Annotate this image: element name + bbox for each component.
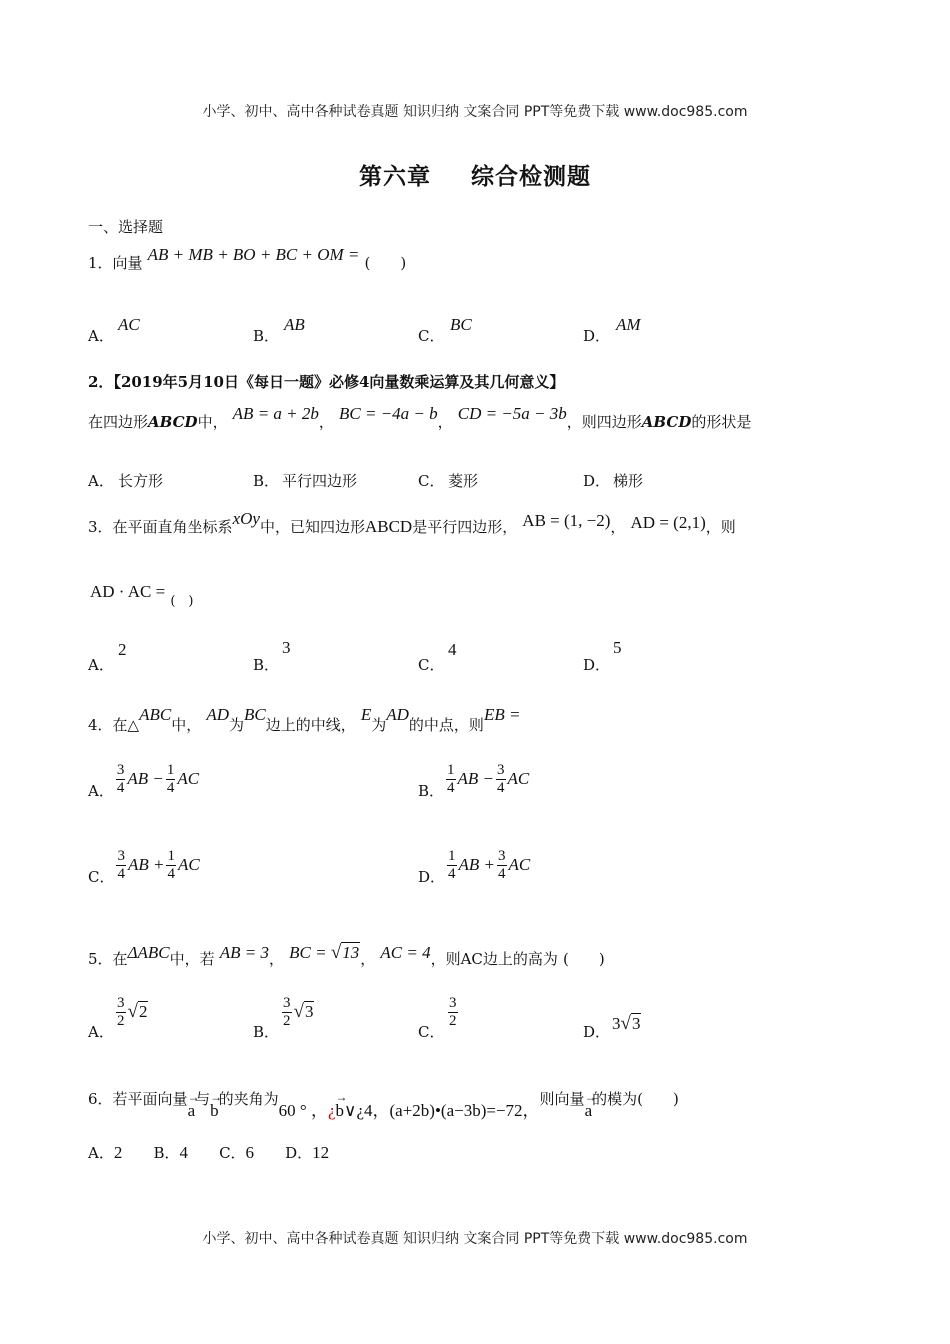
q5-number: 5． [88, 950, 113, 968]
section-heading: 一、选择题 [88, 218, 164, 236]
q5-text-3: ，则AC边上的高为 [430, 950, 558, 968]
q4-e: E [360, 705, 372, 724]
q4-c-frac-1: $\frac{3}{4}$ [117, 848, 125, 882]
q6-cond-1b: ∨¿4 [344, 1101, 373, 1120]
q6-vector-a: → a [188, 1101, 196, 1121]
q4-option-c-label: C． [88, 868, 115, 886]
q3-option-b-label: B． [253, 656, 280, 674]
q1-option-d-label: D． [583, 327, 611, 345]
q4-text-2: 中， [171, 716, 202, 734]
chapter-label: 第六章 [359, 164, 431, 190]
q3-text-b: 中，已知四边形 [259, 518, 365, 536]
q3-text-c: 是平行四边形， [412, 518, 518, 536]
q4-d-frac-2: $\frac{3}{4}$ [498, 848, 506, 882]
q4-text-6: 的中点，则 [408, 716, 484, 734]
q3-options [88, 638, 788, 674]
q1-expression: AB + MB + BO + BC + OM = [147, 245, 360, 264]
q1-option-d-value: AM [616, 315, 641, 334]
q4-a-op: AB − [127, 769, 164, 788]
q4-text-3: 为 [228, 716, 244, 734]
q2-text-c: ，则四边形 [566, 413, 642, 431]
q2-comma-2: ， [437, 413, 453, 431]
q6-number: 6． [88, 1090, 113, 1108]
q4-b-op: AB − [457, 769, 495, 788]
q6-vector-b: → b [210, 1101, 219, 1121]
q6-text-4: 则向量 [539, 1090, 585, 1108]
q5-option-c-label: C． [418, 1023, 445, 1041]
q2-source: 【2019年5月10日《每日一题》必修4向量数乘运算及其几何意义】 [113, 373, 565, 391]
question-3: 3．在平面直角坐标系xOy中，已知四边形ABCD是平行四边形， AB = (1, −2)， AD = (2,1)，则 [88, 509, 736, 536]
q3-text-d: ，则 [705, 518, 736, 536]
q4-a-frac-1: $\frac{3}{4}$ [116, 762, 125, 796]
q4-eb: EB = [483, 705, 521, 724]
q5-option-c-value: $\frac{3}{2}$ [449, 995, 457, 1029]
q1-option-b-label: B． [253, 327, 280, 345]
q4-text-1: 在△ [112, 716, 140, 734]
q5-text-2: 中，若 [169, 950, 215, 968]
q4-c-op: AB + [127, 855, 165, 874]
q3-option-a-label: A． [88, 656, 114, 674]
q6-option-a-value: 2 [113, 1143, 123, 1162]
q4-c-frac-2: $\frac{1}{4}$ [167, 848, 175, 882]
q6-text-3: 的夹角为 [218, 1090, 279, 1108]
q5-option-d-value: 3√3 [612, 1013, 641, 1034]
question-2 [88, 404, 752, 432]
q3-expr-ad: AD = (2,1) [630, 513, 706, 532]
q4-text-4: 边上的中线， [265, 716, 356, 734]
question-4 [88, 705, 521, 735]
q2-option-b-value: 平行四边形 [282, 472, 358, 490]
q1-option-a-value: AC [118, 315, 140, 334]
q5-expr-ac: AC = 4 [380, 943, 431, 962]
q6-cond-1a: ¿ [327, 1101, 336, 1120]
q4-ad: AD [206, 705, 229, 724]
q6-paren: ( ) [637, 1090, 679, 1108]
q4-b-frac-2: $\frac{3}{4}$ [497, 762, 505, 796]
q1-number: 1． [88, 254, 113, 272]
q1-options [88, 315, 788, 345]
q1-paren: ( ) [364, 254, 407, 272]
q3-text-a: 在平面直角坐标系 [112, 518, 233, 536]
q4-d-end: AC [508, 855, 531, 874]
q2-text-b: 中， [197, 413, 228, 431]
q3-option-a-value: 2 [118, 640, 127, 659]
q3-option-c-value: 4 [448, 640, 457, 659]
q5-paren: ( ) [562, 950, 605, 968]
q3-xoy: xOy [232, 509, 260, 528]
q6-option-a-label: A． [88, 1144, 114, 1162]
q2-option-d-label: D． [583, 472, 611, 490]
q6-text-5: 的模为 [592, 1090, 638, 1108]
q6-cond-2: ，(a+2b)•(a−3b)=−72， [372, 1101, 540, 1120]
q5-option-b-label: B． [253, 1023, 280, 1041]
q6-option-b-label: B． [153, 1144, 180, 1162]
q4-option-a-label: A． [88, 782, 114, 800]
q5-options [88, 995, 788, 1045]
q5-option-d-label: D． [583, 1023, 611, 1041]
q6-option-b-value: 4 [179, 1143, 188, 1162]
q2-option-b-label: B． [253, 472, 280, 490]
q2-expr-3: CD = −5a − 3b [457, 404, 567, 423]
q4-c-end: AC [177, 855, 200, 874]
question-1 [88, 245, 407, 273]
title-name: 综合检测题 [471, 164, 591, 190]
q5-option-a-value: $\frac{3}{2}$ √2 [117, 995, 148, 1029]
q6-text-1: 若平面向量 [112, 1090, 188, 1108]
q2-number: 2． [88, 373, 114, 391]
q3-option-d-value: 5 [613, 638, 622, 657]
q4-number: 4． [88, 716, 113, 734]
q4-option-b [418, 762, 530, 800]
q2-abcd-1: ABCD [148, 413, 198, 431]
q6-option-c-label: C． [219, 1144, 246, 1162]
q3-number: 3． [88, 518, 113, 536]
q2-option-c-label: C． [418, 472, 445, 490]
q4-d-op: AB + [458, 855, 496, 874]
q1-option-c-label: C． [418, 327, 445, 345]
q2-text-a: 在四边形 [88, 413, 149, 431]
q6-vector-a-2: → a [585, 1101, 593, 1121]
q5-option-b-value: $\frac{3}{2}$ √3 [283, 995, 314, 1029]
q2-option-c-value: 菱形 [448, 472, 479, 490]
q4-abc: ABC [139, 705, 172, 724]
q3-line-2 [90, 582, 194, 609]
q4-a-end: AC [177, 769, 200, 788]
q4-a-frac-2: $\frac{1}{4}$ [166, 762, 175, 796]
q6-option-d-label: D． [285, 1144, 313, 1162]
q3-expr-dot: AD · AC = [90, 582, 166, 601]
q4-option-d-label: D． [418, 868, 446, 886]
q6-option-c-value: 6 [245, 1143, 255, 1162]
q3-option-d-label: D． [583, 656, 611, 674]
q6-vector-b-2: → b [336, 1101, 345, 1121]
q2-expr-2: BC = −4a − b [339, 404, 438, 423]
q4-option-d [418, 848, 531, 886]
q2-text-d: 的形状是 [691, 413, 752, 431]
page-header: 小学、初中、高中各种试卷真题 知识归纳 文案合同 PPT等免费下载 www.doc985.com [202, 104, 748, 120]
q5-triangle: ΔABC [127, 943, 170, 962]
question-2-source [88, 371, 564, 392]
q5-expr-ab: AB = 3 [219, 943, 270, 962]
q4-b-frac-1: $\frac{1}{4}$ [447, 762, 455, 796]
q3-expr-ab: AB = (1, −2) [522, 511, 611, 530]
q3-paren: ( ) [170, 594, 194, 609]
q6-angle: 60 ° ， [278, 1101, 328, 1120]
q4-b-end: AC [507, 769, 530, 788]
question-5: 5．在ΔABC中，若 AB = 3， BC = √13， AC = 4，则AC边上的高为 ( ) [88, 942, 605, 968]
q2-option-a-value: 长方形 [118, 472, 164, 490]
q3-abcd: ABCD [364, 517, 413, 536]
q4-option-c [88, 848, 200, 886]
q6-text-2: 与 [195, 1090, 211, 1108]
q4-text-5: 为 [371, 716, 387, 734]
q1-option-a-label: A． [88, 327, 114, 345]
q5-text-1: 在 [112, 950, 128, 968]
q4-d-frac-1: $\frac{1}{4}$ [448, 848, 456, 882]
question-6 [88, 1084, 679, 1120]
q2-abcd-2: ABCD [641, 413, 692, 431]
q2-options [88, 470, 788, 492]
q6-options [88, 1142, 329, 1163]
q2-expr-1: AB = a + 2b [232, 404, 319, 423]
q6-option-d-value: 12 [312, 1143, 330, 1162]
q1-prefix: 向量 [112, 254, 143, 272]
q4-option-a [88, 762, 200, 800]
q1-option-c-value: BC [450, 315, 472, 334]
q4-ad-2: AD [386, 705, 409, 724]
q2-option-d-value: 梯形 [613, 472, 644, 490]
page-title [0, 158, 950, 191]
q4-bc: BC [244, 705, 266, 724]
q2-comma-1: ， [318, 413, 334, 431]
q5-expr-bc: BC = √13 [289, 942, 360, 963]
q2-option-a-label: A． [88, 472, 114, 490]
q4-option-b-label: B． [418, 782, 445, 800]
q1-option-b-value: AB [284, 315, 305, 334]
q5-option-a-label: A． [88, 1023, 114, 1041]
q3-option-b-value: 3 [282, 638, 291, 657]
page-footer: 小学、初中、高中各种试卷真题 知识归纳 文案合同 PPT等免费下载 www.doc985.com [202, 1231, 748, 1247]
q3-option-c-label: C． [418, 656, 445, 674]
